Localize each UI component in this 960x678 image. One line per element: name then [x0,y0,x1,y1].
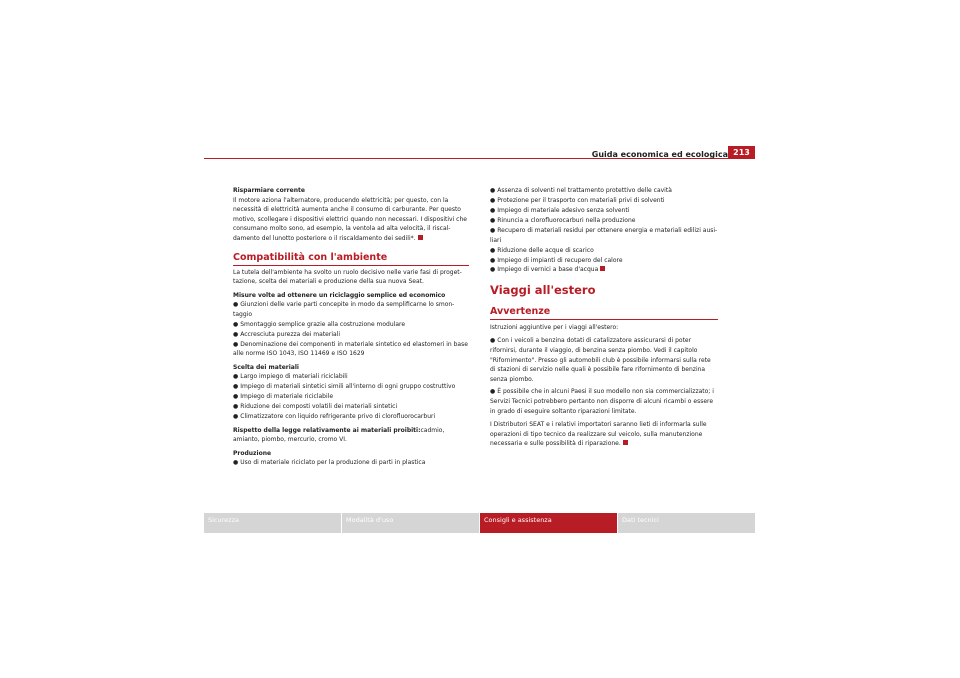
page-title: Guida economica ed ecologica [591,150,728,159]
list-item: ● Riduzione delle acque di scarico [490,246,594,254]
list-produzione-continued [490,186,718,275]
bullet-icon: ● [490,226,496,234]
bullet-icon: ● [233,320,239,328]
footer-nav [204,513,755,533]
bullet-icon: ● [233,393,239,401]
list-item: ● Giunzioni delle varie parti concepite in modo da semplificarne lo smon-taggio [233,301,455,318]
bullet-icon: ● [233,301,239,309]
list-item: ● Recupero di materiali residui per ottenere energia e materiali edilizi ausi-liari [490,226,718,244]
list-item: ● Protezione per il trasporto con materiali privi di solventi [490,196,665,204]
list-item: ● Accresciuta purezza dei materiali [233,330,341,338]
paragraph-rispetto: Rispetto della legge relativamente ai materiali proibiti:cadmio, amianto, piombo, mercurio, cromo VI. [233,426,445,444]
bullet-icon: ● [490,256,496,264]
list-item: ● Riduzione dei composti volatili dei materiali sintetici [233,403,398,411]
tab-modalita-uso[interactable]: Modalità d'uso [342,513,480,533]
heading-risparmiare: Risparmiare corrente [233,187,305,194]
list-item: ● Denominazione dei componenti in materiale sintetico ed elastomeri in base alle norme ISO 1043, ISO 11469 e ISO 1629 [233,340,468,358]
paragraph-risparmiare: Il motore aziona l'alternatore, producendo elettricità; per questo, con la necessità di elettricità aumenta anche il consumo di carburante. Per questo motivo, scollegare i dispositivi elettrici quando non necessari. I dispositivi che consumano molto sono, ad esempio, la ventola ad alta velocità, il riscal-damento del lunotto posteriore o il riscaldamento dei sedili*. [233,196,467,242]
list-item: ● Con i veicoli a benzina dotati di catalizzatore assicurarsi di poter rifornirsi, durante il viaggio, di benzina senza piombo. Vedi il capitolo "Rifornimento". Presso gli automobili club è possibile informarsi sulla rete di stazioni di servizio nelle quali è possibile fare rifornimento di benzina senza piombo. [490,337,711,383]
page-number: 213 [728,146,755,159]
bullet-icon: ● [233,373,239,381]
list-avvertenze [490,336,718,416]
bullet-icon: ● [233,340,239,348]
bullet-icon: ● [490,196,496,204]
section-title-viaggi: Viaggi all'estero [490,283,596,298]
end-mark-icon [600,266,605,271]
bullet-icon: ● [233,459,239,467]
list-item: ● Impiego di materiale adesivo senza solventi [490,206,630,214]
list-item: ● Climatizzatore con liquido refrigerante privo di clorofluorocarburi [233,413,436,421]
list-item: ● Impiego di materiali sintetici simili all'interno di ogni gruppo costruttivo [233,383,456,391]
list-scelta [233,372,469,422]
tab-dati-tecnici[interactable]: Dati tecnici [618,513,755,533]
list-item: ● Uso di materiale riciclato per la produzione di parti in plastica [233,459,426,467]
heading-produzione: Produzione [233,449,272,457]
list-item: ● Impiego di impianti di recupero del calore [490,256,623,264]
end-mark-icon [418,235,423,240]
list-item: ● Rinuncia a clorofluorocarburi nella produzione [490,216,636,224]
tab-sicurezza[interactable]: Sicurezza [204,513,342,533]
section-title-compatibilita: Compatibilità con l'ambiente [233,252,469,266]
bullet-icon: ● [233,413,239,421]
bullet-icon: ● [490,206,496,214]
list-item: ● Assenza di solventi nel trattamento protettivo delle cavità [490,187,672,194]
list-item: ● Impiego di vernici a base d'acqua [490,265,718,275]
list-item: ● Smontaggio semplice grazie alla costruzione modulare [233,320,406,328]
list-misure [233,300,469,359]
bullet-icon: ● [233,403,239,411]
bullet-icon: ● [233,383,239,391]
bullet-icon: ● [490,266,496,274]
paragraph-intro-viaggi: Istruzioni aggiuntive per i viaggi all'estero: [490,324,619,332]
end-mark-icon [623,440,628,445]
right-column [490,186,718,453]
left-column [233,186,469,472]
list-item: ● È possibile che in alcuni Paesi il suo modello non sia commercializzato; i Servizi Tecnici potrebbero pertanto non disporre di alcuni ricambi o essere in grado di eseguire soltanto riparazioni limitate. [490,388,714,415]
paragraph-closing: I Distributori SEAT e i relativi importatori saranno lieti di informarla sulle operazioni di tipo tecnico da realizzare sul veicolo, sulla manutenzione necessaria e sulle possibilità di riparazione. [490,421,707,448]
bullet-icon: ● [490,216,496,224]
bullet-icon: ● [233,330,239,338]
heading-scelta: Scelta dei materiali [233,363,299,371]
list-item: ● Largo impiego di materiali riciclabili [233,373,348,381]
subsection-title-avvertenze: Avvertenze [490,306,718,320]
tab-consigli-assistenza[interactable]: Consigli e assistenza [480,513,618,533]
bullet-icon: ● [490,246,496,254]
list-item: ● Impiego di materiale riciclabile [233,393,334,401]
bullet-icon: ● [490,337,496,345]
bullet-icon: ● [490,187,496,194]
heading-rispetto: Rispetto della legge relativamente ai materiali proibiti: [233,426,421,434]
paragraph-intro-ambiente: La tutela dell'ambiente ha svolto un ruolo decisivo nelle varie fasi di proget-tazione, scelta dei materiali e produzione della sua nuova Seat. [233,268,462,286]
heading-misure: Misure volte ad ottenere un riciclaggio semplice ed economico [233,291,446,299]
list-produzione [233,458,469,468]
bullet-icon: ● [490,388,496,396]
